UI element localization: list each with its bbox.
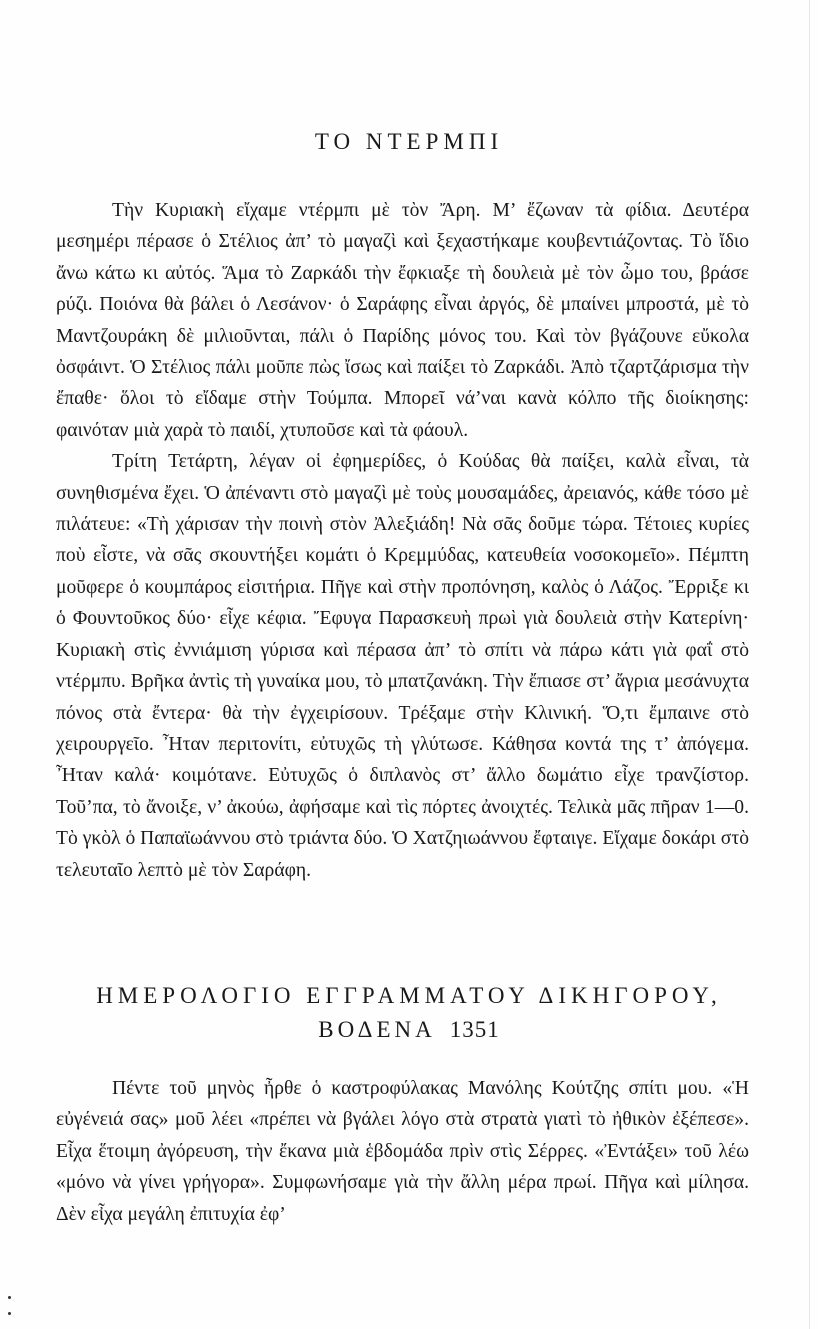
section-title-diary: ΗΜΕΡΟΛΟΓΙΟ ΕΓΓΡΑΜΜΑΤΟΥ ΔΙΚΗΓΟΡΟΥ, <box>96 983 722 1008</box>
section-subtitle-place <box>0 1017 818 1043</box>
paragraph: Τρίτη Τετάρτη, λέγαν οἱ ἐφημερίδες, ὁ Κούδας θὰ παίξει, καλὰ εἶναι, τὰ συνηθισμένα ἔχει. Ὁ ἀπέναντι στὸ μαγαζὶ μὲ τοὺς μουσαμάδες, ἀρειανός, κάθε τόσο μὲ πιλάτευε: «Τὴ χάρισαν τὴν ποινὴ στὸν Ἀλεξιάδη! Νὰ σᾶς δοῦμε τώρα. Τέτοιες κυρίες ποὺ εἶστε, νὰ σᾶς σκουντήξει κομάτι ὁ Κρεμμύδας, κατευθεία νοσοκομεῖο». Πέμπτη μοῦφερε ὁ κουμπάρος εἰσιτήρια. Πῆγε καὶ στὴν προπόνηση, καλὸς ὁ Λάζος. Ἔρριξε κι ὁ Φουντοῦκος δύο· εἶχε κέφια. Ἔφυγα Παρασκευὴ πρωὶ γιὰ δουλειὰ στὴν Κατερίνη· Κυριακὴ στὶς ἐννιάμιση γύρισα καὶ πέρασα ἀπ’ τὸ σπίτι νὰ πάρω κάτι γιὰ φαΐ στὸ ντέρμπυ. Βρῆκα ἀντὶς τὴ γυναίκα μου, τὸ μπατζανάκη. Τὴν ἔπιασε στ’ ἄγρια μεσάνυχτα πόνος στὰ ἔντερα· θὰ τὴν ἐγχειρίσουν. Τρέξαμε στὴν Κλινική. Ὅ,τι ἔμπαινε στὸ χειρουργεῖο. Ἦταν περιτονίτι, εὐτυχῶς τὴ γλύτωσε. Κάθησα κοντά της τ’ ἀπόγεμα. Ἦταν καλά· κοιμότανε. Εὐτυχῶς ὁ διπλανὸς στ’ ἄλλο δωμάτιο εἶχε τρανζίστορ. Τοῦ’πα, τὸ ἄνοιξε, ν’ ἀκούω, ἀφήσαμε καὶ τὶς πόρτες ἀνοιχτές. Τελικὰ μᾶς πῆραν 1—0. Τὸ γκὸλ ὁ Παπαϊωάννου στὸ τριάντα δύο. Ὁ Χατζηιωάννου ἔφταιγε. Εἴχαμε δοκάρι στὸ τελευταῖο λεπτὸ μὲ τὸν Σαράφη. <box>56 451 749 881</box>
section-body-diary <box>56 1073 749 1230</box>
section-title-derby: ΤΟ ΝΤΕΡΜΠΙ <box>314 129 504 154</box>
subtitle-year: 1351 <box>449 1017 500 1042</box>
paragraph: Πέντε τοῦ μηνὸς ἦρθε ὁ καστροφύλακας Μανόλης Κούτζης σπίτι μου. «Ἡ εὐγένειά σας» μοῦ λέει «πρέπει νὰ βγάλει λόγο στὰ στρατὰ γιατὶ τὸ ἠθικὸν ἐξέπεσε». Εἶχα ἕτοιμη ἀγόρευση, τὴν ἔκανα μιὰ ἑβδομάδα πρὶν στὶς Σέρρες. «Ἐντάξει» τοῦ λέω «μόνο νὰ γίνει γρήγορα». Συμφωνήσαμε γιὰ τὴν ἄλλη μέρα πρωί. Πῆγα καὶ μίλησα. Δὲν εἶχα μεγάλη ἐπιτυχία ἐφ’ <box>56 1078 749 1225</box>
paragraph: Τὴν Κυριακὴ εἴχαμε ντέρμπι μὲ τὸν Ἄρη. Μ’ ἔζωναν τὰ φίδια. Δευτέρα μεσημέρι πέρασε ὁ Στέλιος ἀπ’ τὸ μαγαζὶ καὶ ξεχαστήκαμε κουβεντιάζοντας. Τὸ ἴδιο ἄνω κάτω κι αὐτός. Ἅμα τὸ Ζαρκάδι τὴν ἔφκιαξε τὴ δουλειὰ μὲ τὸν ὦμο του, βράσε ρύζι. Ποιόνα θὰ βάλει ὁ Λεσάνον· ὁ Σαράφης εἶναι ἀργός, δὲ μπαίνει μπροστά, μὲ τὸ Μαντζουράκη δὲ μιλιοῦνται, πάλι ὁ Παρίδης μόνος του. Καὶ τὸν βγάζουνε εὔκολα ὀσφάιντ. Ὁ Στέλιος πάλι μοῦπε πὼς ἴσως καὶ παίξει τὸ Ζαρκάδι. Ἀπὸ τζαρτζάρισμα τὴν ἔπαθε· ὅλοι τὸ εἴδαμε στὴν Τούμπα. Μπορεῖ νά’ναι κανὰ κόλπο τῆς διοίκησης: φαινόταν μιὰ χαρὰ τὸ παιδί, χτυποῦσε καὶ τὰ φάουλ. <box>56 200 749 441</box>
scan-speck <box>8 1296 11 1299</box>
subtitle-place: ΒΟΔΕΝΑ <box>318 1017 436 1042</box>
scan-speck <box>8 1312 11 1315</box>
page-edge-line <box>809 0 810 1329</box>
section-body-derby <box>56 195 749 886</box>
